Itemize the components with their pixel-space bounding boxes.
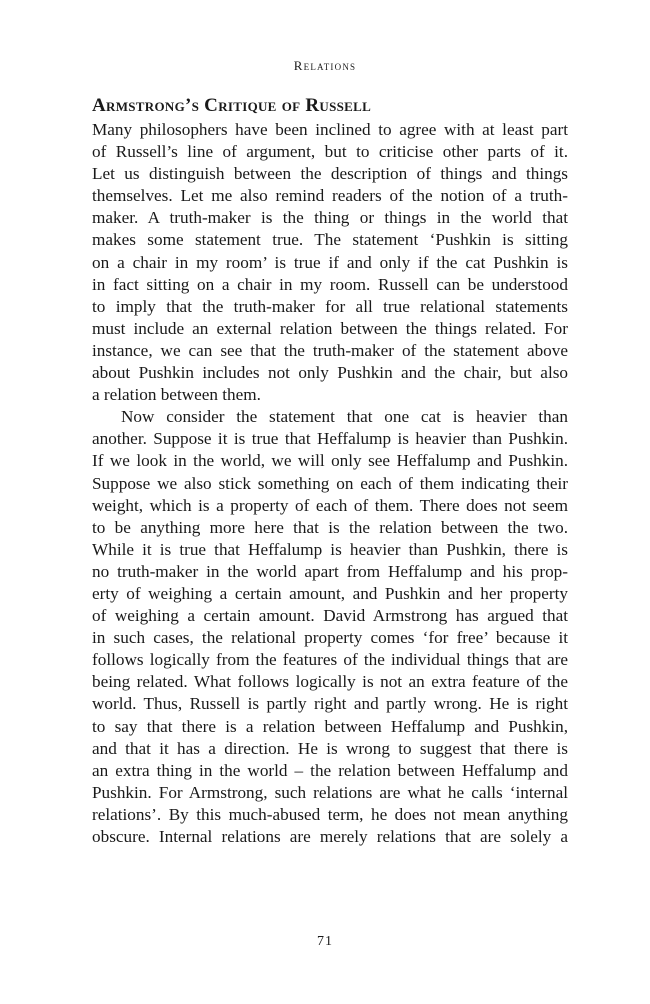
text-line: relations’. By this much-abused term, he does not mean anything	[92, 804, 568, 824]
page-number: 71	[317, 934, 333, 949]
body-text	[92, 119, 568, 848]
text-line: on a chair in my room’ is true if and only if the cat Pushkin is	[92, 252, 568, 272]
text-line: instance, we can see that the truth-maker of the statement above	[92, 340, 568, 360]
text-line: themselves. Let me also remind readers of the notion of a truth-	[92, 186, 568, 206]
text-line: of Russell’s line of argument, but to criticise other parts of it.	[92, 142, 568, 162]
text-line: Suppose we also stick something on each of them indicating their	[92, 473, 568, 493]
text-line: Let us distinguish between the description of things and things	[92, 164, 568, 184]
text-line: must include an external relation between the things related. For	[92, 318, 568, 338]
page-body	[92, 93, 568, 848]
text-line: in such cases, the relational property comes ‘for free’ because it	[92, 628, 568, 648]
text-line: another. Suppose it is true that Heffalump is heavier than Pushkin.	[92, 429, 568, 449]
text-line: a relation between them.	[92, 385, 261, 405]
text-line: to imply that the truth-maker for all true relational statements	[92, 296, 568, 316]
text-line: obscure. Internal relations are merely relations that are solely a	[92, 827, 568, 846]
text-line: erty of weighing a certain amount, and Pushkin and her property	[92, 583, 568, 603]
text-line: If we look in the world, we will only see Heffalump and Pushkin.	[92, 451, 568, 471]
text-line: of weighing a certain amount. David Armstrong has argued that	[92, 606, 568, 626]
text-line: makes some statement true. The statement ‘Pushkin is sitting	[92, 230, 568, 250]
text-line: maker. A truth-maker is the thing or things in the world that	[92, 208, 568, 228]
text-line: Pushkin. For Armstrong, such relations are what he calls ‘internal	[92, 782, 568, 802]
text-line: in fact sitting on a chair in my room. Russell can be understood	[92, 274, 568, 294]
text-line: to say that there is a relation between Heffalump and Pushkin,	[92, 716, 568, 736]
text-line: to be anything more here that is the relation between the two.	[92, 517, 568, 537]
text-line: world. Thus, Russell is partly right and partly wrong. He is right	[92, 694, 568, 714]
text-line: Now consider the statement that one cat is heavier than	[121, 407, 568, 427]
text-line: While it is true that Heffalump is heavier than Pushkin, there is	[92, 539, 568, 559]
text-line: Many philosophers have been inclined to agree with at least part	[92, 120, 568, 139]
text-line: and that it has a direction. He is wrong to suggest that there is	[92, 738, 568, 758]
text-line: being related. What follows logically is not an extra feature of the	[92, 672, 568, 692]
text-line: weight, which is a property of each of them. There does not seem	[92, 495, 568, 515]
text-line: about Pushkin includes not only Pushkin and the chair, but also	[92, 363, 568, 383]
text-line: an extra thing in the world – the relation between Heffalump and	[92, 760, 568, 780]
running-head: Relations	[293, 58, 357, 73]
text-line: no truth-maker in the world apart from Heffalump and his prop-	[92, 561, 568, 581]
text-line: follows logically from the features of the individual things that are	[92, 650, 568, 670]
section-heading: Armstrong’s Critique of Russell	[92, 95, 372, 116]
